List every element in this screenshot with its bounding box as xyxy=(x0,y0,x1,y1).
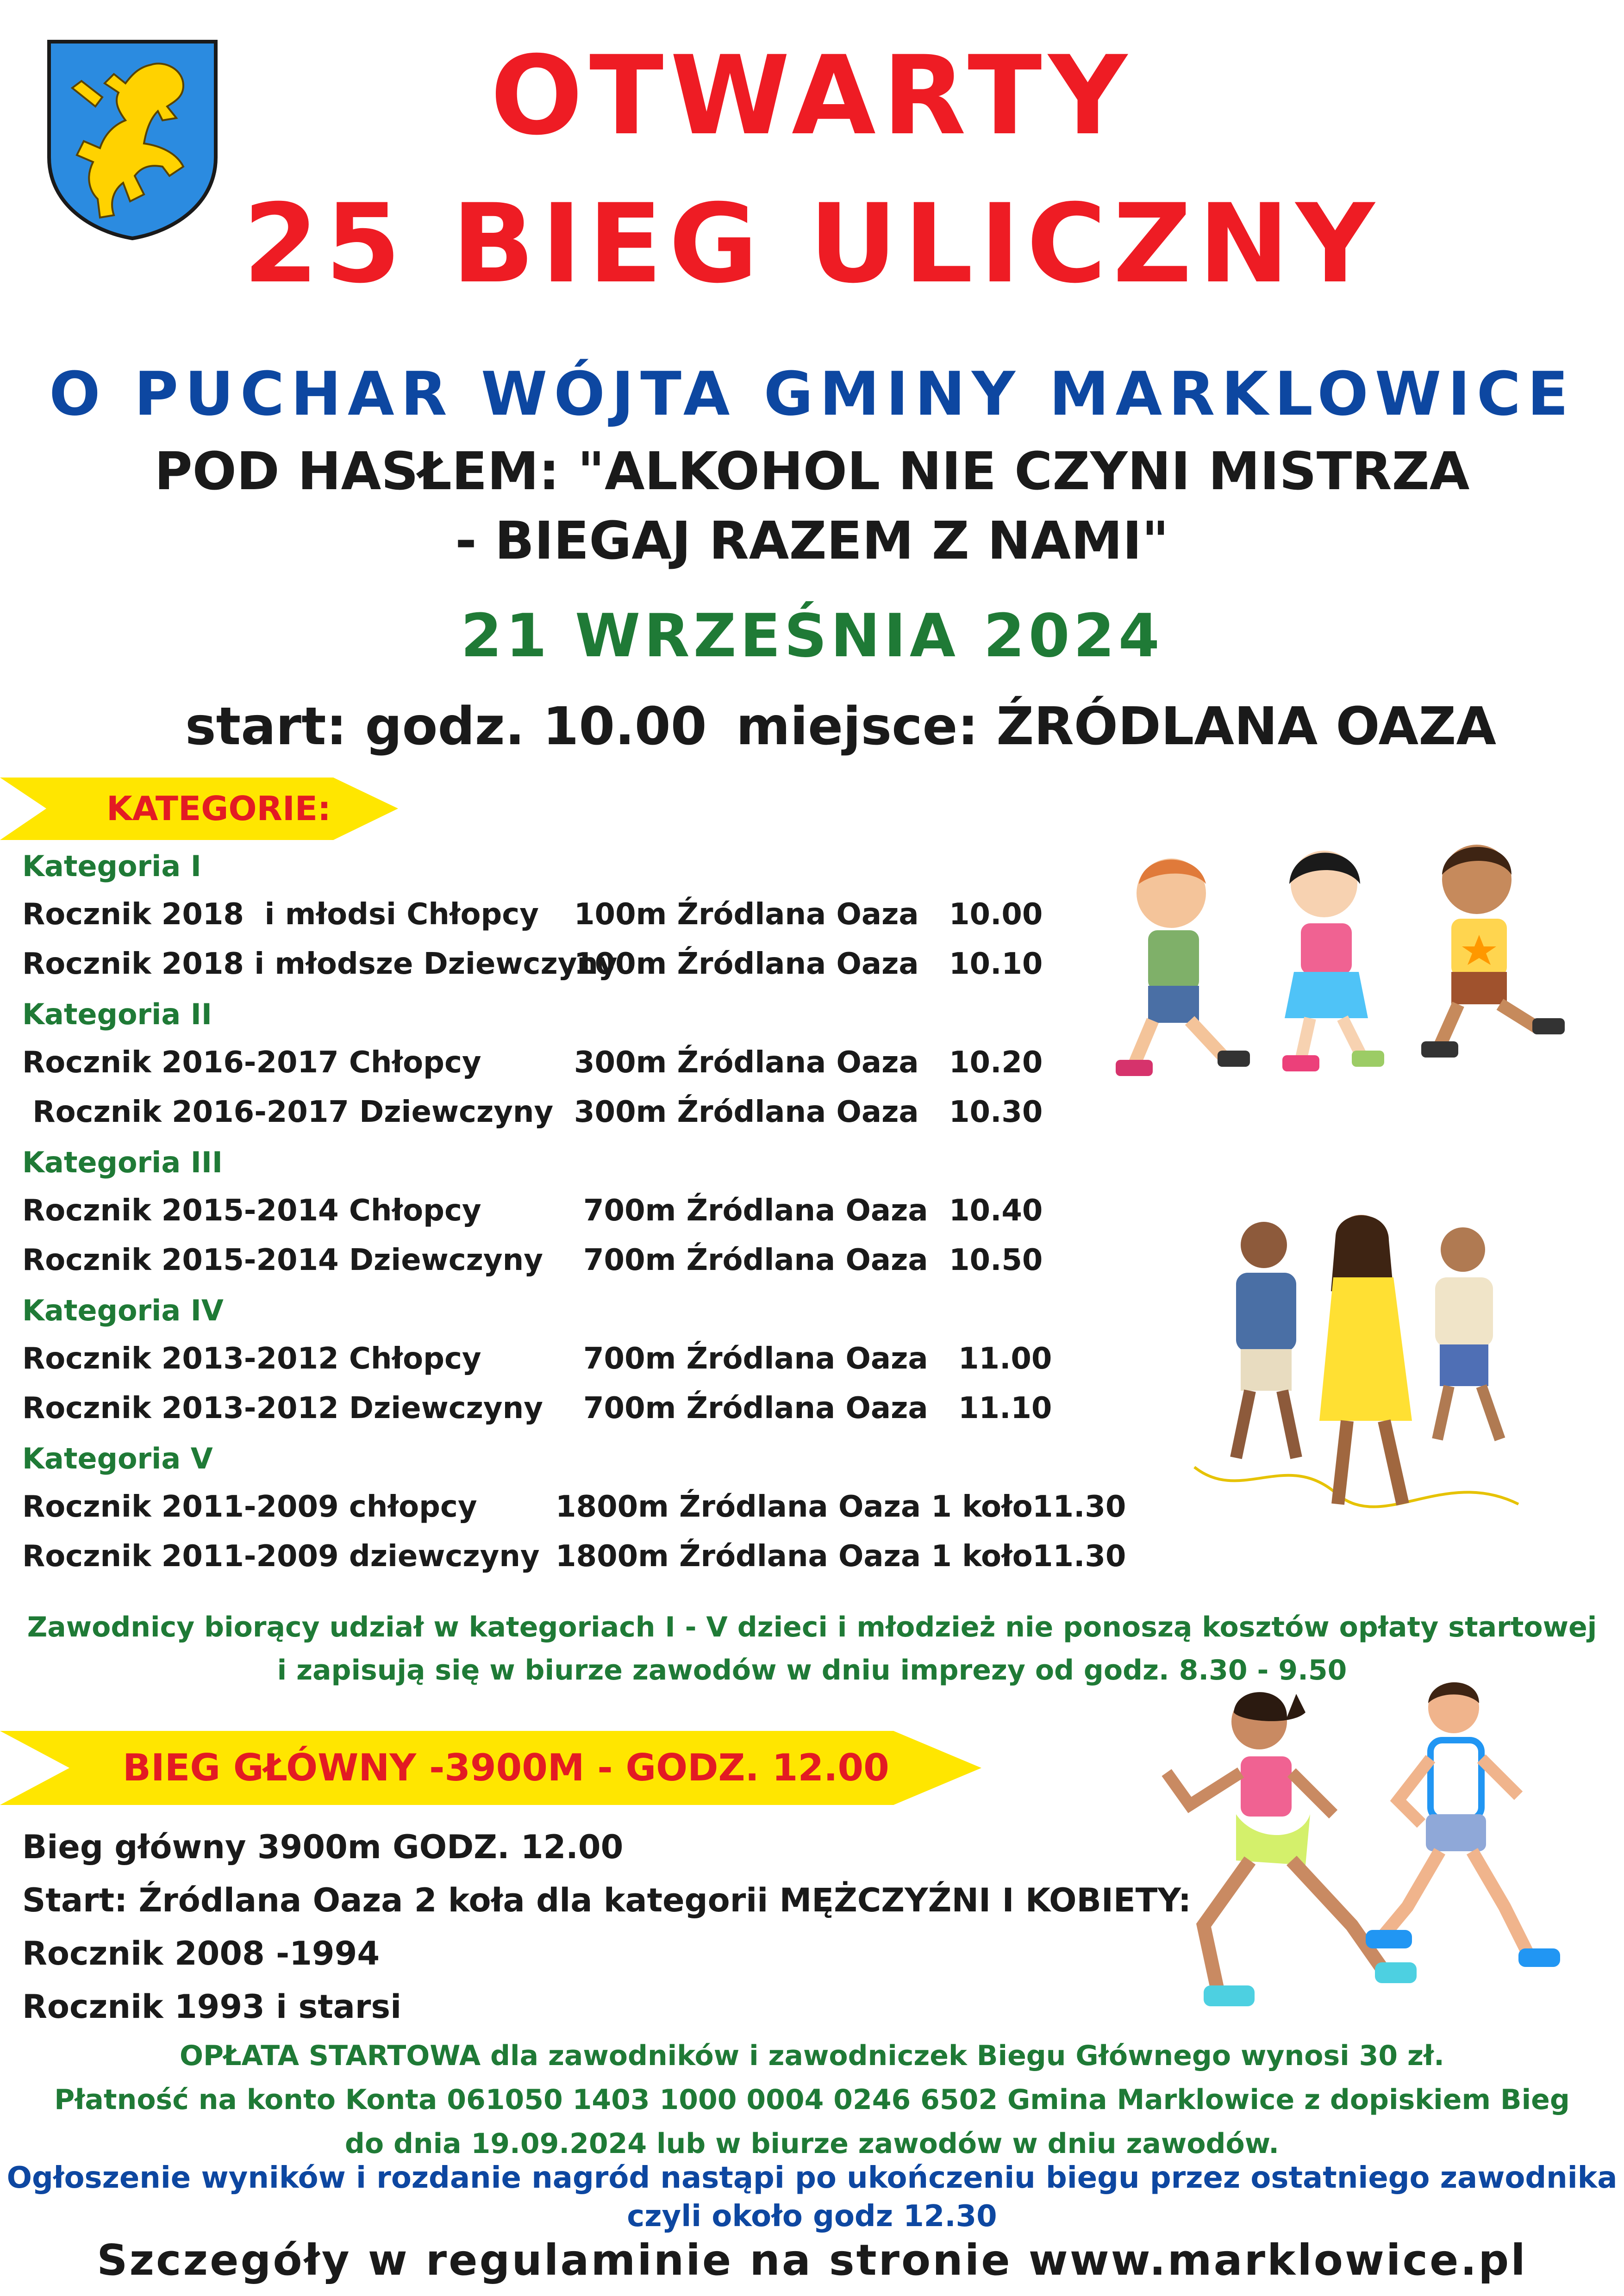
category-row-time: 10.20 xyxy=(949,1045,1043,1080)
category-row-distance: 100m Źródlana Oaza xyxy=(574,897,919,932)
category-row-label: Rocznik 2016-2017 Chłopcy xyxy=(22,1045,481,1080)
category-heading: Kategoria V xyxy=(22,1442,213,1475)
category-row-label: Rocznik 2018 i młodsi Chłopcy xyxy=(22,897,539,932)
slogan-line-1: POD HASŁEM: "ALKOHOL NIE CZYNI MISTRZA xyxy=(154,442,1470,502)
category-row-label: Rocznik 2013-2012 Chłopcy xyxy=(22,1342,481,1376)
results-line-1: Ogłoszenie wyników i rozdanie nagród nastąpi po ukończeniu biegu przez ostatniego zawodnika xyxy=(6,2161,1618,2195)
category-row xyxy=(0,1239,1157,1281)
results-note xyxy=(0,2159,1624,2236)
category-row-distance: 300m Źródlana Oaza xyxy=(574,1095,919,1129)
categories-note-line-1: Zawodnicy biorący udział w kategoriach I - V dzieci i młodzież nie ponoszą kosztów opłaty startowej xyxy=(27,1611,1597,1643)
results-line-2: czyli około godz 12.30 xyxy=(627,2199,997,2234)
category-row-distance: 700m Źródlana Oaza xyxy=(583,1342,928,1376)
category-row-label: Rocznik 2015-2014 Chłopcy xyxy=(22,1194,481,1228)
category-row-time: 11.30 xyxy=(1032,1539,1126,1574)
category-row xyxy=(0,1536,1157,1577)
fee-note xyxy=(0,2034,1624,2165)
category-row xyxy=(0,1338,1157,1380)
category-row-distance: 300m Źródlana Oaza xyxy=(574,1045,919,1080)
teens-running-icon xyxy=(1185,1208,1537,1541)
category-row-distance: 700m Źródlana Oaza xyxy=(583,1194,928,1228)
start-place: miejsce: ŹRÓDLANA OAZA xyxy=(736,697,1497,757)
category-row-distance: 100m Źródlana Oaza xyxy=(574,947,919,981)
title-line-1: OTWARTY xyxy=(490,33,1134,159)
fee-line-2: Płatność na konto Konta 061050 1403 1000 0004 0246 6502 Gmina Marklowice z dopiskiem Bieg xyxy=(54,2083,1570,2116)
fee-line-3: do dnia 19.09.2024 lub w biurze zawodów w dniu zawodów. xyxy=(344,2127,1280,2160)
category-row xyxy=(0,943,1157,985)
category-row-label: Rocznik 2013-2012 Dziewczyny xyxy=(22,1391,543,1425)
categories-banner-label: KATEGORIE: xyxy=(106,789,331,828)
category-row-time: 10.50 xyxy=(949,1243,1043,1277)
category-row xyxy=(0,1486,1157,1528)
category-row-label: Rocznik 2011-2009 dziewczyny xyxy=(22,1539,540,1574)
category-heading: Kategoria I xyxy=(22,849,201,883)
category-row-distance: 700m Źródlana Oaza xyxy=(583,1243,928,1277)
category-row-label: Rocznik 2016-2017 Dziewczyny xyxy=(22,1095,554,1129)
main-run-line-1: Bieg główny 3900m GODZ. 12.00 xyxy=(22,1828,624,1866)
children-running-icon xyxy=(1106,833,1579,1092)
category-row xyxy=(0,894,1157,935)
category-row-label: Rocznik 2018 i młodsze Dziewczyny xyxy=(22,947,618,981)
category-row-distance: 700m Źródlana Oaza xyxy=(583,1391,928,1425)
start-time: start: godz. 10.00 xyxy=(185,697,707,757)
categories-note-line-2: i zapisują się w biurze zawodów w dniu imprezy od godz. 8.30 - 9.50 xyxy=(277,1654,1347,1686)
category-row xyxy=(0,1091,1157,1133)
category-row xyxy=(0,1388,1157,1429)
category-heading: Kategoria III xyxy=(22,1145,223,1179)
categories-banner xyxy=(0,778,398,840)
category-row-distance: 1800m Źródlana Oaza 1 koło xyxy=(556,1490,1033,1524)
category-row-time: 11.00 xyxy=(958,1342,1052,1376)
main-run-line-3: Rocznik 2008 -1994 xyxy=(22,1935,380,1972)
title-line-2: 25 BIEG ULICZNY xyxy=(243,181,1381,307)
category-heading: Kategoria II xyxy=(22,997,212,1031)
category-row-distance: 1800m Źródlana Oaza 1 koło xyxy=(556,1539,1033,1574)
adult-runners-icon xyxy=(1134,1666,1560,2036)
category-row xyxy=(0,1042,1157,1083)
category-heading: Kategoria IV xyxy=(22,1294,224,1327)
category-row-time: 11.10 xyxy=(958,1391,1052,1425)
main-run-banner-label: BIEG GŁÓWNY -3900M - GODZ. 12.00 xyxy=(123,1746,889,1789)
fee-line-1: OPŁATA STARTOWA dla zawodników i zawodniczek Biegu Głównego wynosi 30 zł. xyxy=(180,2040,1444,2072)
category-row-time: 10.30 xyxy=(949,1095,1043,1129)
category-row-time: 10.40 xyxy=(949,1194,1043,1228)
category-row-time: 10.00 xyxy=(949,897,1043,932)
main-run-banner xyxy=(0,1731,981,1805)
category-row-time: 11.30 xyxy=(1032,1490,1126,1524)
main-run-line-2: Start: Źródlana Oaza 2 koła dla kategorii MĘŻCZYŹNI I KOBIETY: xyxy=(22,1881,1192,1919)
category-row-time: 10.10 xyxy=(949,947,1043,981)
subtitle: O PUCHAR WÓJTA GMINY MARKLOWICE xyxy=(49,359,1575,429)
main-run-line-4: Rocznik 1993 i starsi xyxy=(22,1988,402,2026)
category-row-label: Rocznik 2011-2009 chłopcy xyxy=(22,1490,477,1524)
footer: Szczegóły w regulaminie na stronie www.marklowice.pl xyxy=(97,2235,1527,2285)
category-row xyxy=(0,1190,1157,1232)
category-row-label: Rocznik 2015-2014 Dziewczyny xyxy=(22,1243,543,1277)
slogan-line-2: - BIEGAJ RAZEM Z NAMI" xyxy=(455,511,1169,571)
event-date: 21 WRZEŚNIA 2024 xyxy=(461,602,1163,671)
